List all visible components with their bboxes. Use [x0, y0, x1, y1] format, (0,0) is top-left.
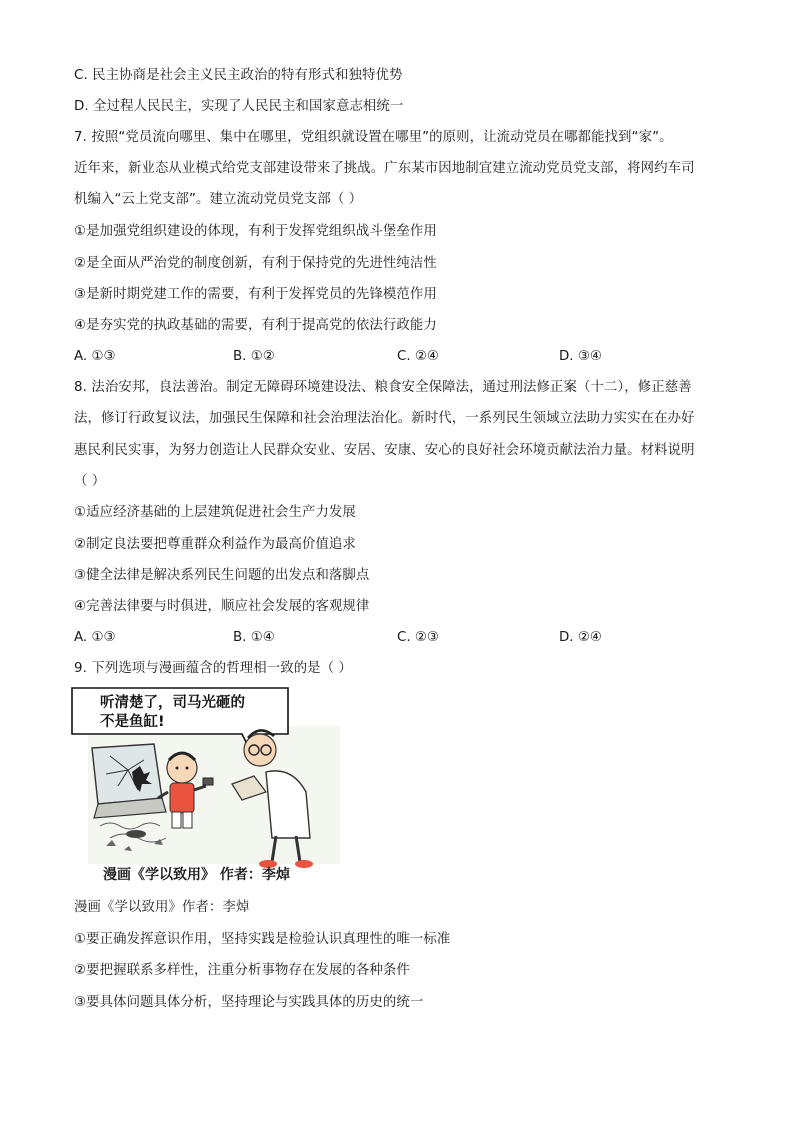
q8-choice-b[interactable]: B. ①④	[233, 630, 275, 645]
q6-option-d: D. 全过程人民民主，实现了人民民主和国家意志相统一	[74, 99, 404, 114]
q6-option-c: C. 民主协商是社会主义民主政治的特有形式和独特优势	[74, 68, 403, 83]
q8-statement-1: ①适应经济基础的上层建筑促进社会生产力发展	[74, 505, 356, 520]
q8-stem-line-1: 8. 法治安邦，良法善治。制定无障碍环境建设法、粮食安全保障法，通过刑法修正案（十二），修正慈善	[74, 380, 692, 395]
q8-statement-4: ④完善法律要与时俱进，顺应社会发展的客观规律	[74, 599, 370, 614]
q8-stem-line-2: 法，修订行政复议法，加强民生保障和社会治理法治化。新时代，一系列民生领域立法助力实实在在办好	[74, 411, 695, 426]
q7-stem-line-3: 机编入“云上党支部”。建立流动党员党支部（ ）	[74, 192, 363, 207]
q8-statement-2: ②制定良法要把尊重群众利益作为最高价值追求	[74, 537, 356, 552]
q9-stem: 9. 下列选项与漫画蕴含的哲理相一致的是（ ）	[74, 661, 353, 676]
q8-choice-d[interactable]: D. ②④	[559, 630, 602, 645]
q8-statement-3: ③健全法律是解决系列民生问题的出发点和落脚点	[74, 568, 370, 583]
q8-choice-c[interactable]: C. ②③	[397, 630, 439, 645]
q7-choice-b[interactable]: B. ①②	[233, 349, 275, 364]
cartoon-caption: 漫画《学以致用》作者：李焯	[74, 900, 250, 915]
q7-stem-line-1: 7. 按照“党员流向哪里、集中在哪里，党组织就设置在哪里”的原则，让流动党员在哪都能找到“家”。	[74, 130, 673, 145]
speech-line-1: 听清楚了，司马光砸的	[100, 695, 245, 711]
q8-choice-a[interactable]: A. ①③	[74, 630, 116, 645]
q7-choices	[74, 347, 734, 367]
q7-stem-line-2: 近年来，新业态从业模式给党支部建设带来了挑战。广东某市因地制宜建立流动党员党支部，将网约车司	[74, 161, 695, 176]
q8-choices	[74, 628, 734, 648]
q7-statement-2: ②是全面从严治党的制度创新，有利于保持党的先进性纯洁性	[74, 256, 437, 271]
q9-statement-3: ③要具体问题具体分析，坚持理论与实践具体的历史的统一	[74, 995, 424, 1010]
q7-choice-d[interactable]: D. ③④	[559, 349, 602, 364]
cartoon-image	[70, 686, 342, 886]
q9-statement-2: ②要把握联系多样性，注重分析事物存在发展的各种条件	[74, 963, 410, 978]
q9-statement-1: ①要正确发挥意识作用，坚持实践是检验认识真理性的唯一标准	[74, 932, 451, 947]
q7-statement-4: ④是夯实党的执政基础的需要，有利于提高党的依法行政能力	[74, 318, 437, 333]
q7-choice-a[interactable]: A. ①③	[74, 349, 116, 364]
q7-statement-3: ③是新时期党建工作的需要，有利于发挥党员的先锋模范作用	[74, 287, 437, 302]
q8-stem-line-4: （ ）	[74, 474, 106, 489]
q7-statement-1: ①是加强党组织建设的体现，有利于发挥党组织战斗堡垒作用	[74, 224, 437, 239]
q8-stem-line-3: 惠民利民实事，为努力创造让人民群众安业、安居、安康、安心的良好社会环境贡献法治力量。材料说明	[74, 443, 695, 458]
broken-fish-tank	[92, 744, 166, 818]
speech-line-2: 不是鱼缸!	[100, 714, 165, 730]
cartoon-under-caption: 漫画《学以致用》 作者：李焯	[103, 867, 290, 883]
q7-choice-c[interactable]: C. ②④	[397, 349, 439, 364]
